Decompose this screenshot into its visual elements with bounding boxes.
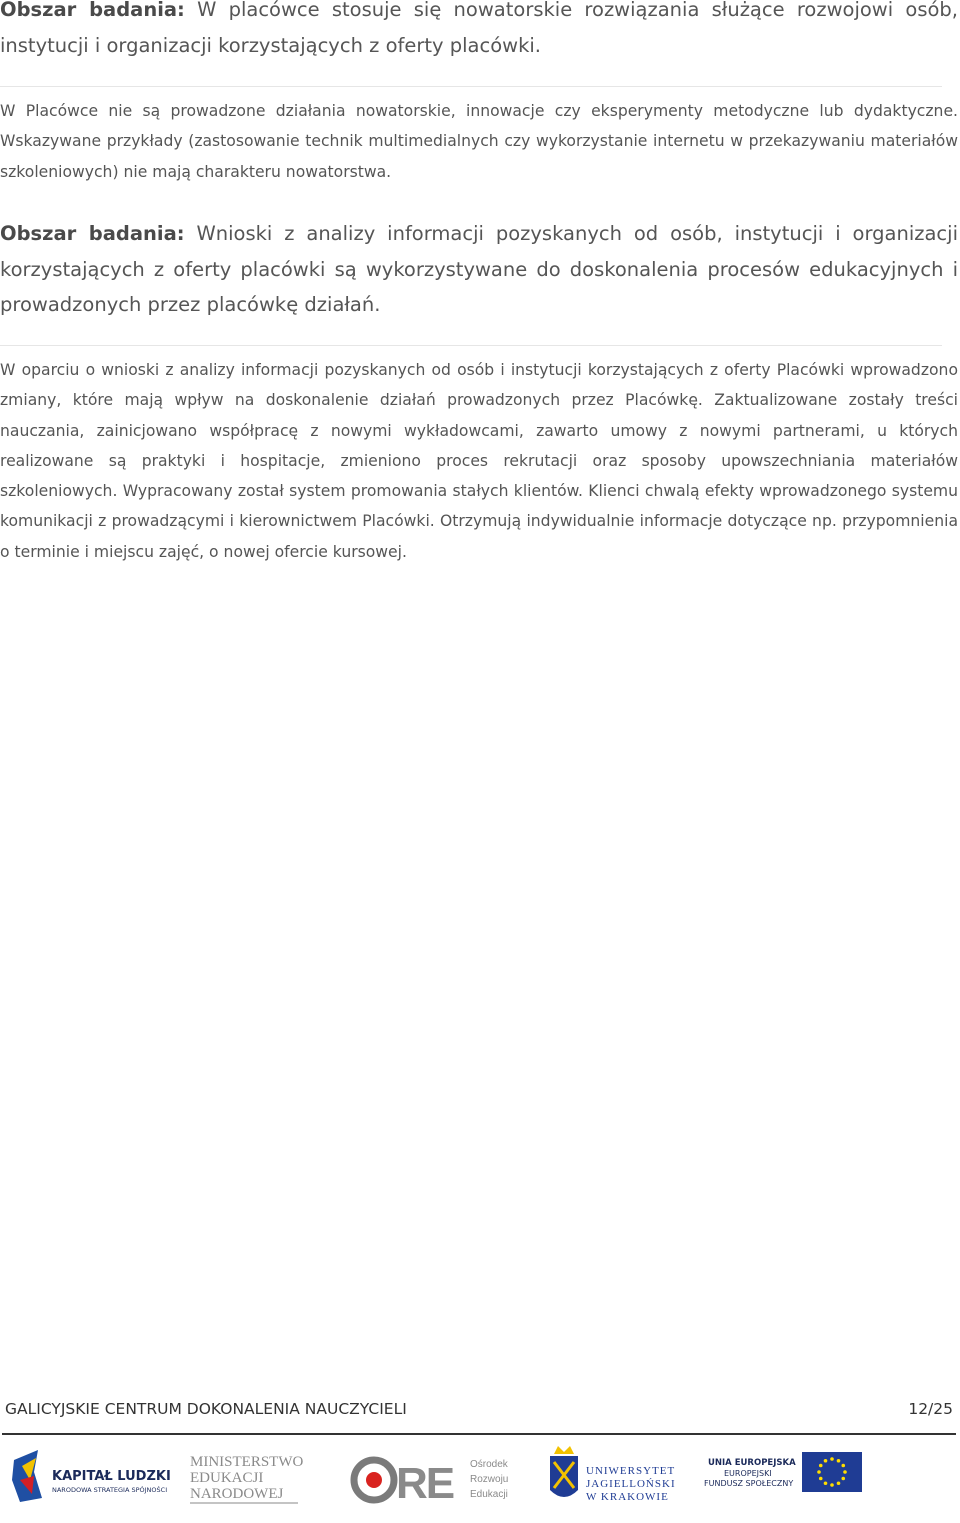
- eu-star: [837, 1481, 841, 1485]
- eu-star: [837, 1459, 841, 1463]
- eu-star: [819, 1477, 823, 1481]
- logo-text: Rozwoju: [470, 1474, 509, 1485]
- logo-text: EDUKACJI: [190, 1470, 264, 1486]
- logo-text: EUROPEJSKI: [724, 1469, 772, 1478]
- eu-star: [819, 1464, 823, 1468]
- area-heading-text: Wnioski z analizy informacji pozyskanych od osób, instytucji i organizacji korzystających z oferty placówki są wykorzystywane do doskonalenia procesów edukacyjnych i prowadzonych przez placówkę działań.: [0, 222, 958, 316]
- logo-text: JAGIELLOŃSKI: [586, 1478, 676, 1490]
- footer-divider: [2, 1433, 956, 1435]
- area-label: Obszar badania:: [0, 222, 185, 245]
- eu-star: [817, 1470, 821, 1474]
- logo-text: MINISTERSTWO: [190, 1454, 304, 1470]
- eu-star: [824, 1481, 828, 1485]
- uj-logo: [544, 1440, 684, 1520]
- divider: [0, 345, 942, 346]
- logo-text: UNIWERSYTET: [586, 1465, 676, 1477]
- eu-star: [843, 1470, 847, 1474]
- men-logo: [186, 1440, 316, 1520]
- section-paragraph-1: W Placówce nie są prowadzone działania nowatorskie, innowacje czy eksperymenty metodyczne lub dydaktyczne. Wskazywane przykłady (zastosowanie technik multimedialnych czy wykorzystanie internetu w przekazywaniu materiałów szkoleniowych) nie mają charakteru nowatorstwa.: [0, 102, 958, 181]
- logo-text: NARODOWEJ: [190, 1486, 284, 1502]
- logo-text: Ośrodek: [470, 1459, 508, 1470]
- area-heading-text: W placówce stosuje się nowatorskie rozwiązania służące rozwojowi osób, instytucji i organizacji korzystających z oferty placówki.: [0, 0, 958, 57]
- page-number: 12/25: [908, 1400, 953, 1418]
- footer-org-name: GALICYJSKIE CENTRUM DOKONALENIA NAUCZYCIELI: [5, 1400, 407, 1418]
- eu-star: [841, 1464, 845, 1468]
- page-footer: [5, 1400, 953, 1418]
- eu-star: [830, 1457, 834, 1461]
- sponsor-logos: [0, 1440, 960, 1520]
- logo-text: FUNDUSZ SPOŁECZNY: [704, 1479, 794, 1488]
- logo-text: UNIA EUROPEJSKA: [708, 1458, 796, 1468]
- svg-text:RE: RE: [396, 1459, 454, 1508]
- eu-star: [824, 1459, 828, 1463]
- logo-text: Edukacji: [470, 1489, 508, 1500]
- eu-star: [830, 1483, 834, 1487]
- logo-text: NARODOWA STRATEGIA SPÓJNOŚCI: [52, 1486, 168, 1494]
- divider: [0, 86, 942, 87]
- area-label: Obszar badania:: [0, 0, 185, 21]
- section-heading-1: [0, 0, 958, 63]
- eu-logo: [702, 1440, 872, 1520]
- kapital-ludzki-logo: [8, 1440, 178, 1520]
- section-paragraph-2: W oparciu o wnioski z analizy informacji pozyskanych od osób i instytucji korzystających z oferty Placówki wprowadzono zmiany, które mają wpływ na doskonalenie działań prowadzonych przez Placówkę. Zaktualizowane zostały treści nauczania, zainicjowano współpracę z nowymi wykładowcami, zawarto umowy z nowymi partnerami, u których realizowane są praktyki i hospitacje, zmieniono proces rekrutacji oraz sposoby upowszechniania materiałów szkoleniowych. Wypracowany został system promowania stałych klientów. Klienci chwalą efekty wprowadzonego systemu komunikacji z prowadzącymi i kierownictwem Placówki. Otrzymują indywidualnie informacje dotyczące np. przypomnienia o terminie i miejscu zajęć, o nowej ofercie kursowej.: [0, 361, 958, 561]
- ore-logo: [346, 1440, 526, 1520]
- section-heading-2: [0, 216, 958, 323]
- logo-text: W KRAKOWIE: [586, 1491, 669, 1503]
- eu-star: [841, 1477, 845, 1481]
- logo-text: KAPITAŁ LUDZKI: [52, 1469, 171, 1484]
